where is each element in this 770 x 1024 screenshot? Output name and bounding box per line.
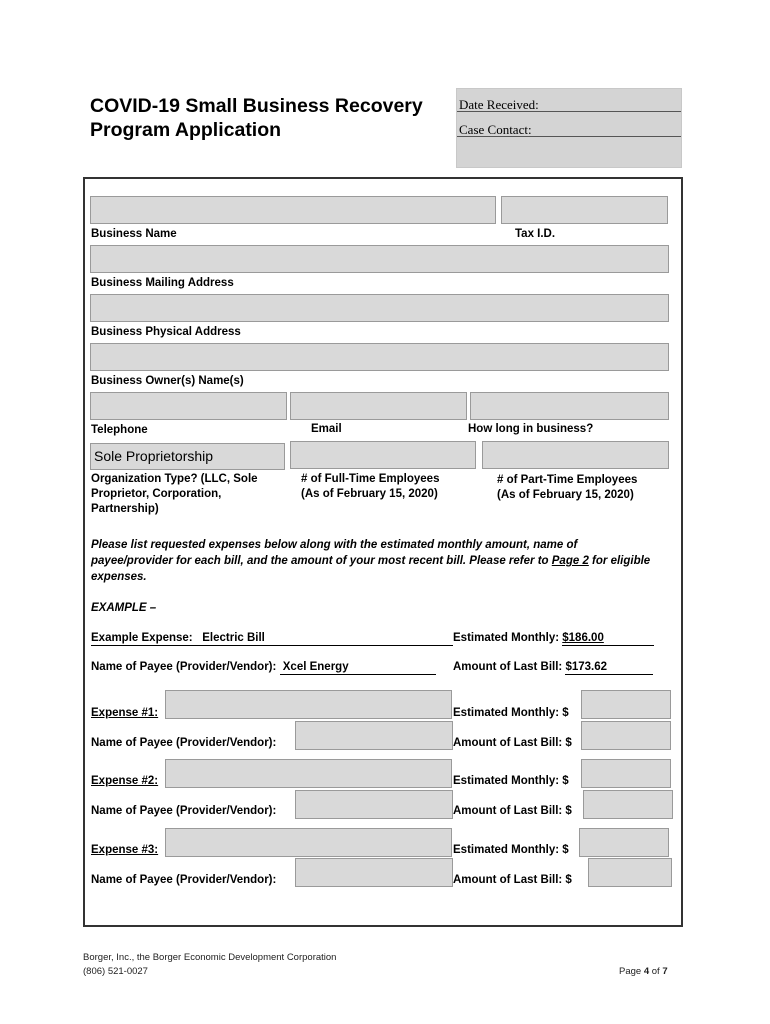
expense-2-estimated-input[interactable]: [581, 759, 671, 788]
expense-3-payee-input[interactable]: [295, 858, 453, 887]
example-estimated-label: Estimated Monthly:: [453, 632, 560, 644]
expense-2-estimated-label: Estimated Monthly: $: [453, 775, 569, 787]
parttime-employees-label: [497, 473, 637, 503]
footer-phone: (806) 521-0027: [83, 966, 148, 977]
expense-2-last-bill-input[interactable]: [583, 790, 673, 819]
example-payee-value: Xcel Energy: [282, 661, 349, 673]
expense-3-last-bill-label: Amount of Last Bill: $: [453, 874, 572, 886]
example-payee-row: [91, 661, 436, 675]
example-expense-label: Example Expense:: [91, 632, 193, 644]
expense-1-estimated-label: Estimated Monthly: $: [453, 707, 569, 719]
date-received-line[interactable]: [457, 111, 681, 112]
how-long-label: How long in business?: [468, 423, 594, 435]
case-contact-label: Case Contact:: [459, 122, 532, 137]
mailing-address-input[interactable]: [90, 245, 669, 273]
expense-1-last-bill-label: Amount of Last Bill: $: [453, 737, 572, 749]
tax-id-label: Tax I.D.: [515, 228, 556, 240]
fulltime-employees-label: [301, 472, 439, 502]
fulltime-employees-label-line1: # of Full-Time Employees: [301, 473, 440, 485]
example-estimated-value: $186.00: [562, 632, 604, 644]
page-number: [619, 965, 668, 979]
instructions-text-end: for eligible expenses.: [91, 555, 651, 583]
telephone-input[interactable]: [90, 392, 287, 420]
business-name-input[interactable]: [90, 196, 496, 224]
expense-1-payee-input[interactable]: [295, 721, 453, 750]
telephone-label: Telephone: [91, 424, 148, 436]
expense-1-payee-label: Name of Payee (Provider/Vendor):: [91, 737, 277, 749]
parttime-employees-label-line2: (As of February 15, 2020): [497, 489, 634, 501]
email-input[interactable]: [290, 392, 467, 420]
how-long-input[interactable]: [470, 392, 669, 420]
physical-address-input[interactable]: [90, 294, 669, 322]
fulltime-employees-input[interactable]: [290, 441, 476, 469]
example-payee-label: Name of Payee (Provider/Vendor):: [91, 661, 277, 673]
example-estimated-blank: [562, 632, 654, 646]
example-last-bill-blank: [565, 661, 653, 675]
business-name-label: Business Name: [91, 228, 177, 240]
org-type-input[interactable]: Sole Proprietorship: [90, 443, 285, 470]
example-last-bill-value: $173.62: [565, 661, 608, 673]
expense-3-last-bill-input[interactable]: [588, 858, 672, 887]
title-line-2: Program Application: [90, 119, 282, 141]
physical-address-label: Business Physical Address: [91, 326, 241, 338]
org-type-label: Organization Type? (LLC, Sole Proprietor, Corporation, Partnership): [91, 473, 258, 515]
page-2-link[interactable]: Page 2: [551, 555, 589, 567]
example-expense-row: [91, 632, 453, 646]
example-heading: EXAMPLE –: [91, 602, 157, 614]
page-prefix: Page: [619, 966, 642, 977]
expense-3-payee-label: Name of Payee (Provider/Vendor):: [91, 874, 277, 886]
expense-1-input[interactable]: [165, 690, 452, 719]
expense-1-estimated-input[interactable]: [581, 690, 671, 719]
expense-2-last-bill-label: Amount of Last Bill: $: [453, 805, 572, 817]
example-payee-blank: [280, 661, 436, 675]
parttime-employees-label-line1: # of Part-Time Employees: [497, 474, 638, 486]
footer-org: Borger, Inc., the Borger Economic Development Corporation: [83, 952, 337, 963]
expense-2-input[interactable]: [165, 759, 452, 788]
owners-input[interactable]: [90, 343, 669, 371]
tax-id-input[interactable]: [501, 196, 668, 224]
expense-3-estimated-label: Estimated Monthly: $: [453, 844, 569, 856]
instructions-text-start: Please list requested expenses below along with the estimated monthly amount, name of payee/provider for each bill, and the amount of your most recent bill. Please refer to: [91, 539, 578, 567]
expense-3-estimated-input[interactable]: [579, 828, 669, 857]
parttime-employees-input[interactable]: [482, 441, 669, 469]
expense-1-label: Expense #1:: [91, 707, 159, 719]
owners-label: Business Owner(s) Name(s): [91, 375, 244, 387]
footer-info: [83, 951, 336, 979]
instructions-text: [91, 537, 651, 585]
mailing-address-label: Business Mailing Address: [91, 277, 234, 289]
email-label: Email: [311, 423, 342, 435]
title-line-1: COVID-19 Small Business Recovery: [90, 95, 423, 117]
page-title: [90, 94, 423, 142]
example-last-bill-row: [453, 661, 653, 675]
example-expense-value: Electric Bill: [202, 632, 265, 644]
page-total: 7: [662, 966, 668, 977]
case-contact-line[interactable]: [457, 136, 681, 137]
office-use-box: [456, 88, 682, 168]
expense-2-label: Expense #2:: [91, 775, 159, 787]
example-last-bill-label: Amount of Last Bill:: [453, 661, 563, 673]
page-of: of: [651, 966, 660, 977]
example-estimated-row: [453, 632, 654, 646]
expense-1-last-bill-input[interactable]: [581, 721, 671, 750]
expense-2-payee-label: Name of Payee (Provider/Vendor):: [91, 805, 277, 817]
expense-3-label: Expense #3:: [91, 844, 159, 856]
expense-2-payee-input[interactable]: [295, 790, 453, 819]
date-received-label: Date Received:: [459, 97, 539, 112]
expense-3-input[interactable]: [165, 828, 452, 857]
page-current: 4: [643, 966, 650, 977]
fulltime-employees-label-line2: (As of February 15, 2020): [301, 488, 438, 500]
